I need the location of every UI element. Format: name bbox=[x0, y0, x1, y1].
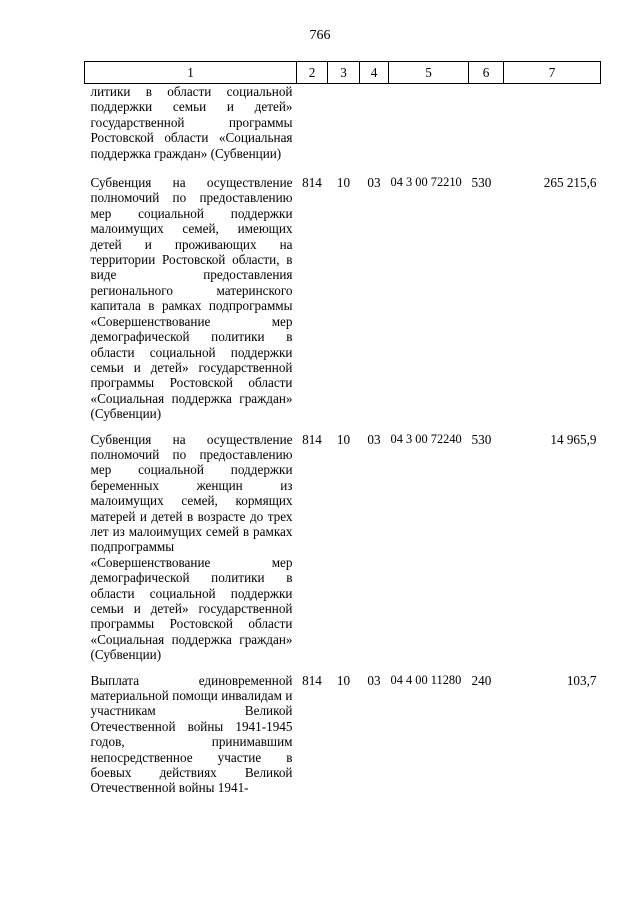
row-ministry-code: 814 bbox=[302, 672, 322, 688]
row-ministry-code bbox=[297, 84, 328, 176]
row-target-article bbox=[389, 84, 469, 176]
row-target-article: 04 3 00 72240 bbox=[390, 431, 462, 446]
row-expense-type: 530 bbox=[471, 175, 492, 191]
table-row bbox=[85, 673, 601, 796]
table-row bbox=[85, 175, 601, 432]
row-ministry-code: 814 bbox=[302, 431, 322, 447]
row-subsection: 03 bbox=[367, 175, 381, 191]
row-expense-type: 240 bbox=[471, 672, 492, 688]
table-row bbox=[85, 84, 601, 176]
row-section: 10 bbox=[336, 431, 351, 447]
header-col-1: 1 bbox=[85, 62, 297, 84]
row-description: Выплата единовременной материальной помощи инвалидам и участникам Великой Отечественной войны 1941-1945 годов, принимавшим непосредственное участие в боевых действиях Великой Отечественной войны 1941- bbox=[90, 672, 293, 796]
header-col-5: 5 bbox=[389, 62, 469, 84]
page-number: 766 bbox=[309, 28, 331, 43]
row-amount: 14 965,9 bbox=[550, 431, 597, 447]
row-description: Субвенция на осуществление полномочий по предоставлению мер социальной поддержки малоимущих семей, имеющих детей и проживающих на территории Ростовской области, в виде предоставления регионального материнского капитала в рамках подпрограммы «Совершенствование мер демографической политики в области социальной поддержки семьи и детей» государственной программы Ростовской области «Социальная поддержка граждан» (Субвенции) bbox=[90, 175, 293, 422]
table-body bbox=[85, 84, 601, 796]
row-amount bbox=[504, 84, 601, 176]
row-expense-type bbox=[469, 84, 504, 176]
row-target-article: 04 4 00 11280 bbox=[390, 672, 462, 687]
budget-table bbox=[84, 61, 601, 796]
row-section: 10 bbox=[336, 175, 351, 191]
row-subsection: 03 bbox=[367, 672, 381, 688]
row-subsection: 03 bbox=[367, 431, 381, 447]
table-header bbox=[85, 62, 601, 84]
row-section bbox=[328, 84, 360, 176]
header-col-7: 7 bbox=[504, 62, 601, 84]
row-amount: 103,7 bbox=[566, 672, 597, 688]
row-section: 10 bbox=[336, 672, 351, 688]
row-target-article: 04 3 00 72210 bbox=[390, 175, 462, 190]
table-row bbox=[85, 432, 601, 673]
header-row bbox=[85, 62, 601, 84]
row-description: Субвенция на осуществление полномочий по предоставлению мер социальной поддержки беременных женщин из малоимущих семей, кормящих матерей и детей в возрасте до трех лет из малоимущих семей в рамках подпрограммы «Совершенствование мер демографической политики в области социальной поддержки семьи и детей» государственной программы Ростовской области «Социальная поддержка граждан» (Субвенции) bbox=[90, 431, 293, 663]
header-col-6: 6 bbox=[469, 62, 504, 84]
row-amount: 265 215,6 bbox=[543, 175, 597, 191]
header-col-4: 4 bbox=[360, 62, 389, 84]
header-col-3: 3 bbox=[328, 62, 360, 84]
row-ministry-code: 814 bbox=[302, 175, 322, 191]
header-col-2: 2 bbox=[297, 62, 328, 84]
row-description: литики в области социальной поддержки семьи и детей» государственной программы Ростовской области «Социальная поддержка граждан» (Субвенции) bbox=[90, 84, 293, 161]
row-subsection bbox=[360, 84, 389, 176]
row-expense-type: 530 bbox=[471, 431, 492, 447]
